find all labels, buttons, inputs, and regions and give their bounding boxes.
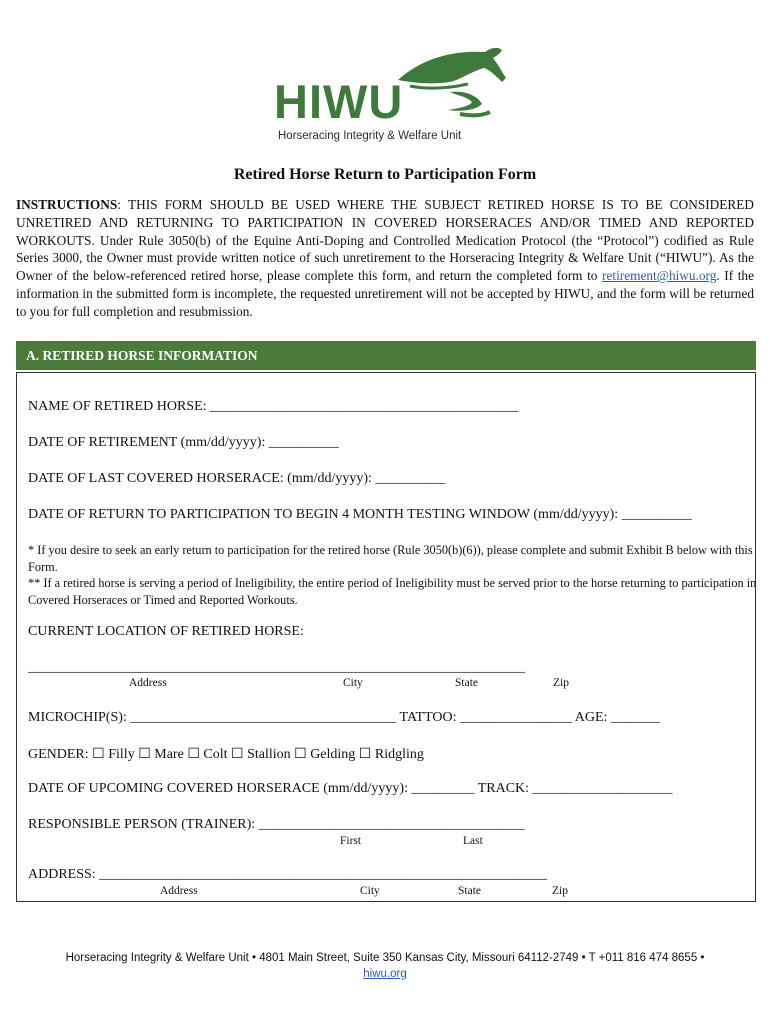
gender-option-colt[interactable]: ☐ Colt	[187, 747, 228, 762]
footer-address: Horseracing Integrity & Welfare Unit • 4801 Main Street, Suite 350 Kansas City, Missouri 64112-2749 • T +011 816 474 8655 •	[65, 952, 705, 964]
location-label: CURRENT LOCATION OF RETIRED HORSE:	[28, 624, 304, 639]
responsible-sub-last: Last	[463, 835, 483, 847]
instructions-text-2: . If the information in the submitted form is incomplete, the requested unretirement will not be accepted by HIWU, and the form will be returned to you for full completion and resubmission.	[16, 268, 754, 319]
microchip-tattoo-age-field[interactable]: MICROCHIP(S): ______________________________________ TATTOO: ________________ AGE: _______	[28, 710, 660, 725]
horse-name-field[interactable]: NAME OF RETIRED HORSE: ____________________________________________	[28, 399, 519, 414]
location-sub-zip: Zip	[553, 677, 569, 689]
return-date-field[interactable]: DATE OF RETURN TO PARTICIPATION TO BEGIN 4 MONTH TESTING WINDOW (mm/dd/yyyy): __________	[28, 507, 692, 522]
upcoming-race-field[interactable]: DATE OF UPCOMING COVERED HORSERACE (mm/dd/yyyy): _________ TRACK: ____________________	[28, 781, 673, 796]
address-sub-zip: Zip	[552, 885, 568, 897]
checkbox-icon: ☐	[138, 747, 151, 762]
gender-label: GENDER:	[28, 747, 89, 762]
last-race-date-field[interactable]: DATE OF LAST COVERED HORSERACE: (mm/dd/yyyy): __________	[28, 471, 446, 486]
footer-website-link[interactable]: hiwu.org	[363, 968, 407, 980]
gender-option-gelding[interactable]: ☐ Gelding	[294, 747, 356, 762]
instructions-label: INSTRUCTIONS	[16, 197, 118, 212]
gender-option-filly[interactable]: ☐ Filly	[92, 747, 135, 762]
note-ineligibility: ** If a retired horse is serving a period of Ineligibility, the entire period of Ineligibility must be served prior to the horse returning to participation in Covered Horseraces or Timed and Reported Workouts.	[28, 576, 757, 607]
location-sub-state: State	[455, 677, 478, 689]
instructions	[16, 196, 754, 321]
location-sub-address: Address	[129, 677, 167, 689]
gender-option-ridgling[interactable]: ☐ Ridgling	[358, 747, 424, 762]
horse-logo-icon	[390, 40, 510, 120]
gender-option-stallion[interactable]: ☐ Stallion	[231, 747, 291, 762]
gender-option-mare[interactable]: ☐ Mare	[138, 747, 184, 762]
section-a-header: A. RETIRED HORSE INFORMATION	[16, 341, 756, 370]
address-sub-state: State	[458, 885, 481, 897]
address-sub-address: Address	[160, 885, 198, 897]
checkbox-icon: ☐	[231, 747, 244, 762]
address-field[interactable]: ADDRESS: ________________________________________________________________	[28, 867, 548, 882]
instructions-text-1: : THIS FORM SHOULD BE USED WHERE THE SUBJECT RETIRED HORSE IS TO BE CONSIDERED UNRETIRED AND RETURNING TO PARTICIPATION IN COVERED HORSERACES AND/OR TIMED AND REPORTED WORKOUTS. Under Rule 3050(b) of the Equine Anti-Doping and Controlled Medication Protocol (the “Protocol”) codified as Rule Series 3000, the Owner must provide written notice of such unretirement to the Horseracing Integrity & Welfare Unit (“HIWU”). As the Owner of the below-referenced retired horse, please complete this form, and return the completed form to	[16, 197, 754, 284]
checkbox-icon: ☐	[294, 747, 307, 762]
form-title: Retired Horse Return to Participation Form	[233, 166, 537, 183]
note-early-return: * If you desire to seek an early return to participation for the retired horse (Rule 3050(b)(6)), please complete and submit Exhibit B below with this Form.	[28, 543, 753, 574]
retirement-email-link[interactable]: retirement@hiwu.org	[602, 268, 717, 284]
location-sub-city: City	[343, 677, 363, 689]
footer	[0, 950, 770, 982]
hiwu-logo	[270, 40, 510, 150]
logo-subtitle: Horseracing Integrity & Welfare Unit	[278, 130, 462, 142]
checkbox-icon: ☐	[92, 747, 105, 762]
logo-wordmark: HIWU	[274, 75, 404, 128]
responsible-sub-first: First	[340, 835, 362, 847]
checkbox-icon: ☐	[358, 747, 372, 762]
retirement-date-field[interactable]: DATE OF RETIREMENT (mm/dd/yyyy): __________	[28, 435, 339, 450]
checkbox-icon: ☐	[187, 747, 200, 762]
address-sub-city: City	[360, 885, 380, 897]
gender-row	[28, 746, 424, 763]
responsible-person-field[interactable]: RESPONSIBLE PERSON (TRAINER): ______________________________________	[28, 817, 525, 832]
location-field[interactable]: _______________________________________________________________________	[28, 660, 525, 675]
